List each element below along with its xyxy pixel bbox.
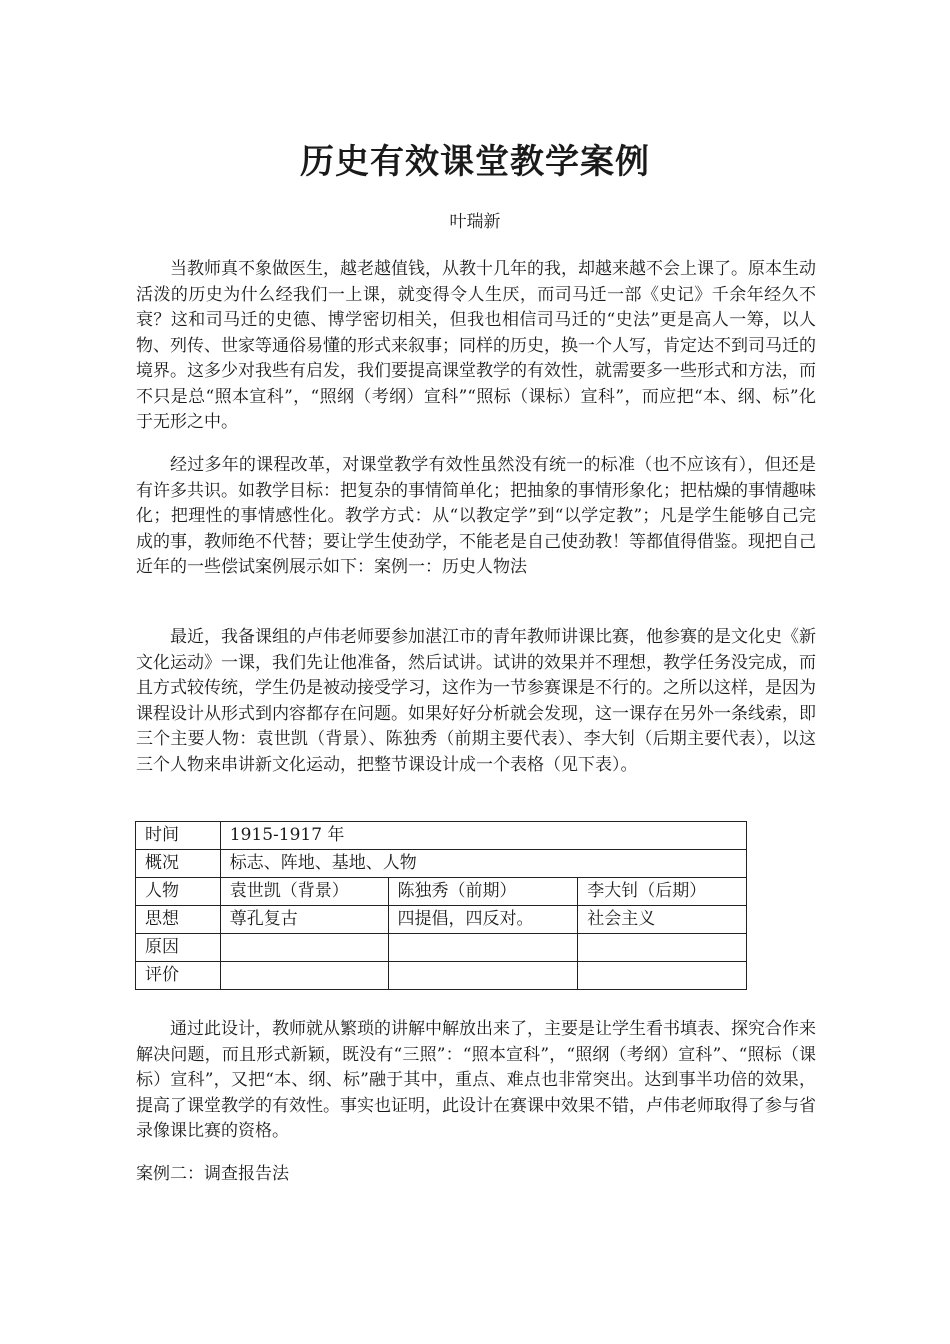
table-cell	[578, 962, 747, 990]
table-cell: 李大钊（后期）	[578, 878, 747, 906]
page-title: 历史有效课堂教学案例	[300, 142, 650, 182]
table-row-label: 原因	[136, 934, 221, 962]
case-two-heading: 案例二：调查报告法	[136, 1164, 289, 1184]
new-culture-movement-table	[135, 821, 747, 990]
table-cell: 袁世凯（背景）	[220, 878, 388, 906]
table-row	[136, 934, 747, 962]
table-cell	[388, 934, 578, 962]
paragraph-case-one: 最近，我备课组的卢伟老师要参加湛江市的青年教师讲课比赛，他参赛的是文化史《新文化运动》一课，我们先让他准备，然后试讲。试讲的效果并不理想，教学任务没完成，而且方式较传统，学生仍是被动接受学习，这作为一节参赛课是不行的。之所以这样，是因为课程设计从形式到内容都存在问题。如果好好分析就会发现，这一课存在另外一条线索，即三个主要人物：袁世凯（背景）、陈独秀（前期主要代表）、李大钊（后期主要代表），以这三个人物来串讲新文化运动，把整节课设计成一个表格（见下表）。	[136, 627, 816, 775]
table-row	[136, 850, 747, 878]
table-row	[136, 906, 747, 934]
table-cell	[578, 934, 747, 962]
author-name: 叶瑞新	[449, 212, 501, 232]
paragraph-intro: 当教师真不象做医生，越老越值钱，从教十几年的我，却越来越不会上课了。原本生动活泼的历史为什么经我们一上课，就变得令人生厌，而司马迁一部《史记》千余年经久不衰？这和司马迁的史德、博学密切相关，但我也相信司马迁的“史法”更是高人一筹，以人物、列传、世家等通俗易懂的形式来叙事；同样的历史，换一个人写，肯定达不到司马迁的境界。这多少对我些有启发，我们要提高课堂教学的有效性，就需要多一些形式和方法，而不只是总“照本宣科”，“照纲（考纲）宣科”“照标（课标）宣科”，而应把“本、纲、标”化于无形之中。	[136, 259, 816, 432]
table-row	[136, 822, 747, 850]
table-row-label: 时间	[136, 822, 221, 850]
table-row-label: 人物	[136, 878, 221, 906]
table-cell: 四提倡，四反对。	[388, 906, 578, 934]
table-row	[136, 878, 747, 906]
table-cell: 标志、阵地、基地、人物	[220, 850, 746, 878]
table-row-label: 评价	[136, 962, 221, 990]
table-cell: 1915-1917 年	[220, 822, 746, 850]
table-cell	[220, 962, 388, 990]
table-cell: 尊孔复古	[220, 906, 388, 934]
table-row-label: 思想	[136, 906, 221, 934]
table-cell: 社会主义	[578, 906, 747, 934]
table-row	[136, 962, 747, 990]
table-cell: 陈独秀（前期）	[388, 878, 578, 906]
table-cell	[388, 962, 578, 990]
paragraph-conclusion: 通过此设计，教师就从繁琐的讲解中解放出来了，主要是让学生看书填表、探究合作来解决问题，而且形式新颖，既没有“三照”：“照本宣科”，“照纲（考纲）宣科”、“照标（课标）宣科”，又把“本、纲、标”融于其中，重点、难点也非常突出。达到事半功倍的效果，提高了课堂教学的有效性。事实也证明，此设计在赛课中效果不错，卢伟老师取得了参与省录像课比赛的资格。	[136, 1019, 816, 1141]
table-row-label: 概况	[136, 850, 221, 878]
paragraph-consensus: 经过多年的课程改革，对课堂教学有效性虽然没有统一的标准（也不应该有），但还是有许多共识。如教学目标：把复杂的事情简单化；把抽象的事情形象化；把枯燥的事情趣味化；把理性的事情感性化。教学方式：从“以教定学”到“以学定教”；凡是学生能够自己完成的事，教师绝不代替；要让学生使劲学，不能老是自己使劲教！等都值得借鉴。现把自己近年的一些偿试案例展示如下：案例一：历史人物法	[136, 455, 816, 577]
table-cell	[220, 934, 388, 962]
